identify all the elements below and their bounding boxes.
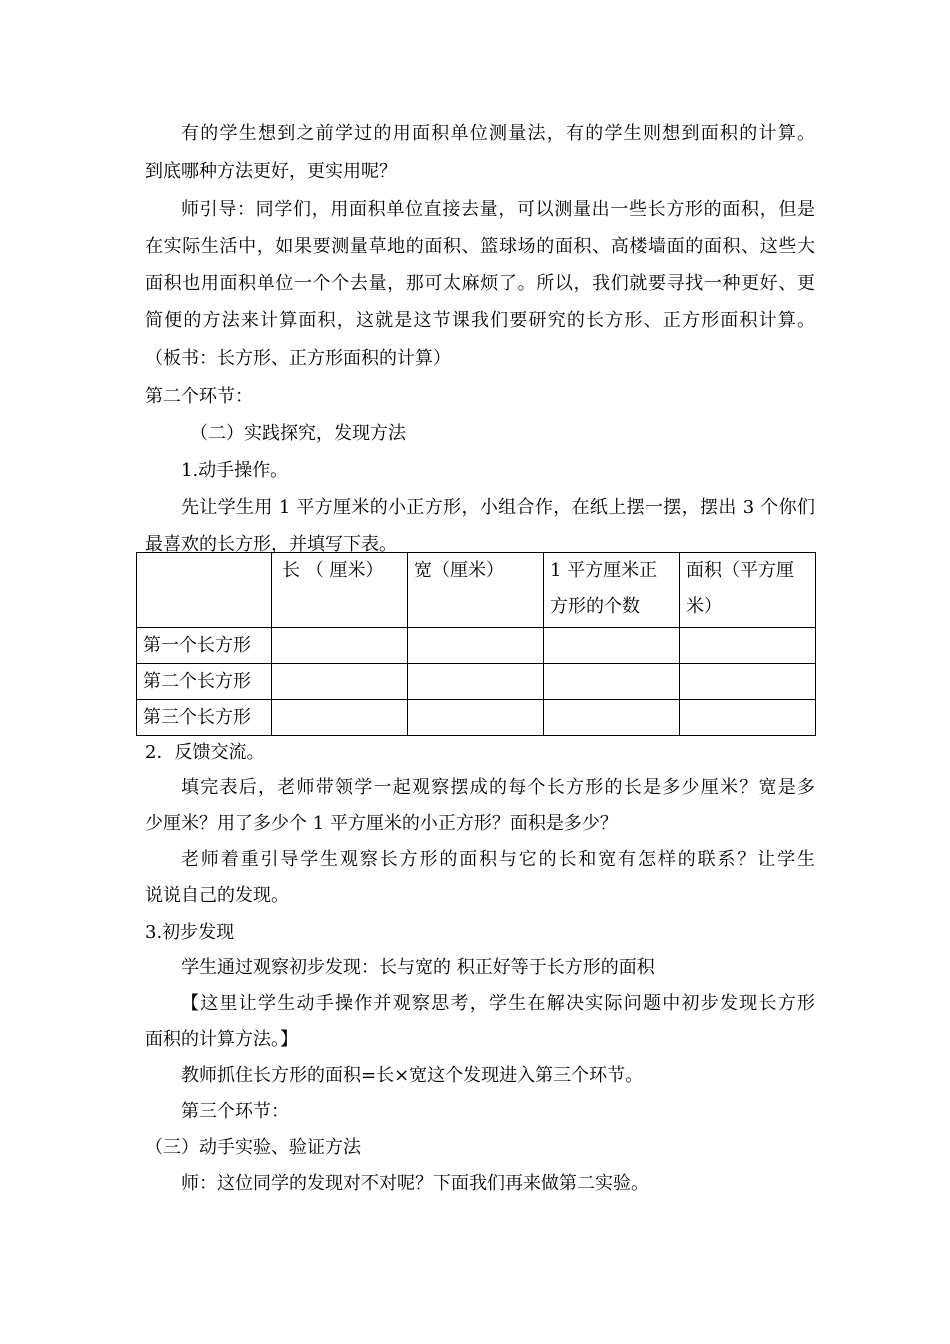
step-heading: 2．反馈交流。: [145, 742, 265, 763]
paragraph-line: 简便的方法来计算面积，这就是这节课我们要研究的长方形、正方形面积计算。: [145, 310, 815, 331]
paragraph-line: 老师着重引导学生观察长方形的面积与它的长和宽有怎样的联系？让学生: [181, 849, 815, 870]
table-header-cell: 长 （ 厘米）: [272, 553, 408, 628]
table-cell: [544, 664, 680, 700]
paragraph-line: 到底哪种方法更好，更实用呢？: [145, 161, 397, 182]
table-cell: [272, 628, 408, 664]
step-heading: 3.初步发现: [145, 922, 235, 943]
section-label: 第二个环节：: [145, 386, 253, 407]
table-row: [137, 628, 816, 664]
paragraph-line: 有的学生想到之前学过的用面积单位测量法，有的学生则想到面积的计算。: [181, 123, 815, 144]
table-cell: [272, 664, 408, 700]
table-header-cell: 1 平方厘米正方形的个数: [544, 553, 680, 628]
table-header-row: [137, 553, 816, 628]
paragraph-line: 少厘米？用了多少个 1 平方厘米的小正方形？面积是多少？: [145, 813, 618, 834]
paragraph-line: 说说自己的发现。: [145, 885, 289, 906]
paragraph-line: 学生通过观察初步发现：长与宽的 积正好等于长方形的面积: [181, 957, 655, 978]
table-cell: [680, 700, 816, 736]
rectangle-table: [136, 552, 816, 736]
table-header-cell: [137, 553, 272, 628]
section-heading: （二）实践探究，发现方法: [190, 423, 406, 444]
paragraph-line: 最喜欢的长方形，并填写下表。: [145, 534, 397, 555]
paragraph-line: 师引导：同学们，用面积单位直接去量，可以测量出一些长方形的面积，但是: [181, 199, 815, 220]
table-row-label: 第三个长方形: [137, 700, 272, 736]
table-cell: [408, 628, 544, 664]
bracket-note: 面积的计算方法。】: [145, 1029, 298, 1050]
paragraph-line: 先让学生用 1 平方厘米的小正方形，小组合作，在纸上摆一摆，摆出 3 个你们: [181, 497, 815, 518]
paragraph-line: 师：这位同学的发现对不对呢？下面我们再来做第二实验。: [181, 1173, 649, 1194]
paragraph-line: 在实际生活中，如果要测量草地的面积、篮球场的面积、高楼墙面的面积、这些大: [145, 236, 815, 257]
paragraph-line: 教师抓住长方形的面积=长×宽这个发现进入第三个环节。: [181, 1065, 644, 1086]
bracket-note: 【这里让学生动手操作并观察思考，学生在解决实际问题中初步发现长方形: [181, 993, 815, 1014]
section-heading: （三）动手实验、验证方法: [145, 1137, 361, 1158]
step-heading: 1.动手操作。: [181, 460, 289, 481]
table-cell: [408, 664, 544, 700]
paragraph-line: 面积也用面积单位一个个去量，那可太麻烦了。所以，我们就要寻找一种更好、更: [145, 273, 815, 294]
table-header-cell: 宽（厘米）: [408, 553, 544, 628]
table-row: [137, 700, 816, 736]
table-cell: [408, 700, 544, 736]
section-label: 第三个环节：: [181, 1101, 289, 1122]
table-row-label: 第二个长方形: [137, 664, 272, 700]
table-row: [137, 664, 816, 700]
table-cell: [680, 628, 816, 664]
table-cell: [544, 700, 680, 736]
board-note: （板书：长方形、正方形面积的计算）: [145, 348, 451, 369]
table-cell: [544, 628, 680, 664]
table-header-cell: 面积（平方厘米）: [680, 553, 816, 628]
paragraph-line: 填完表后，老师带领学一起观察摆成的每个长方形的长是多少厘米？宽是多: [181, 777, 815, 798]
table-row-label: 第一个长方形: [137, 628, 272, 664]
table-cell: [272, 700, 408, 736]
table-cell: [680, 664, 816, 700]
